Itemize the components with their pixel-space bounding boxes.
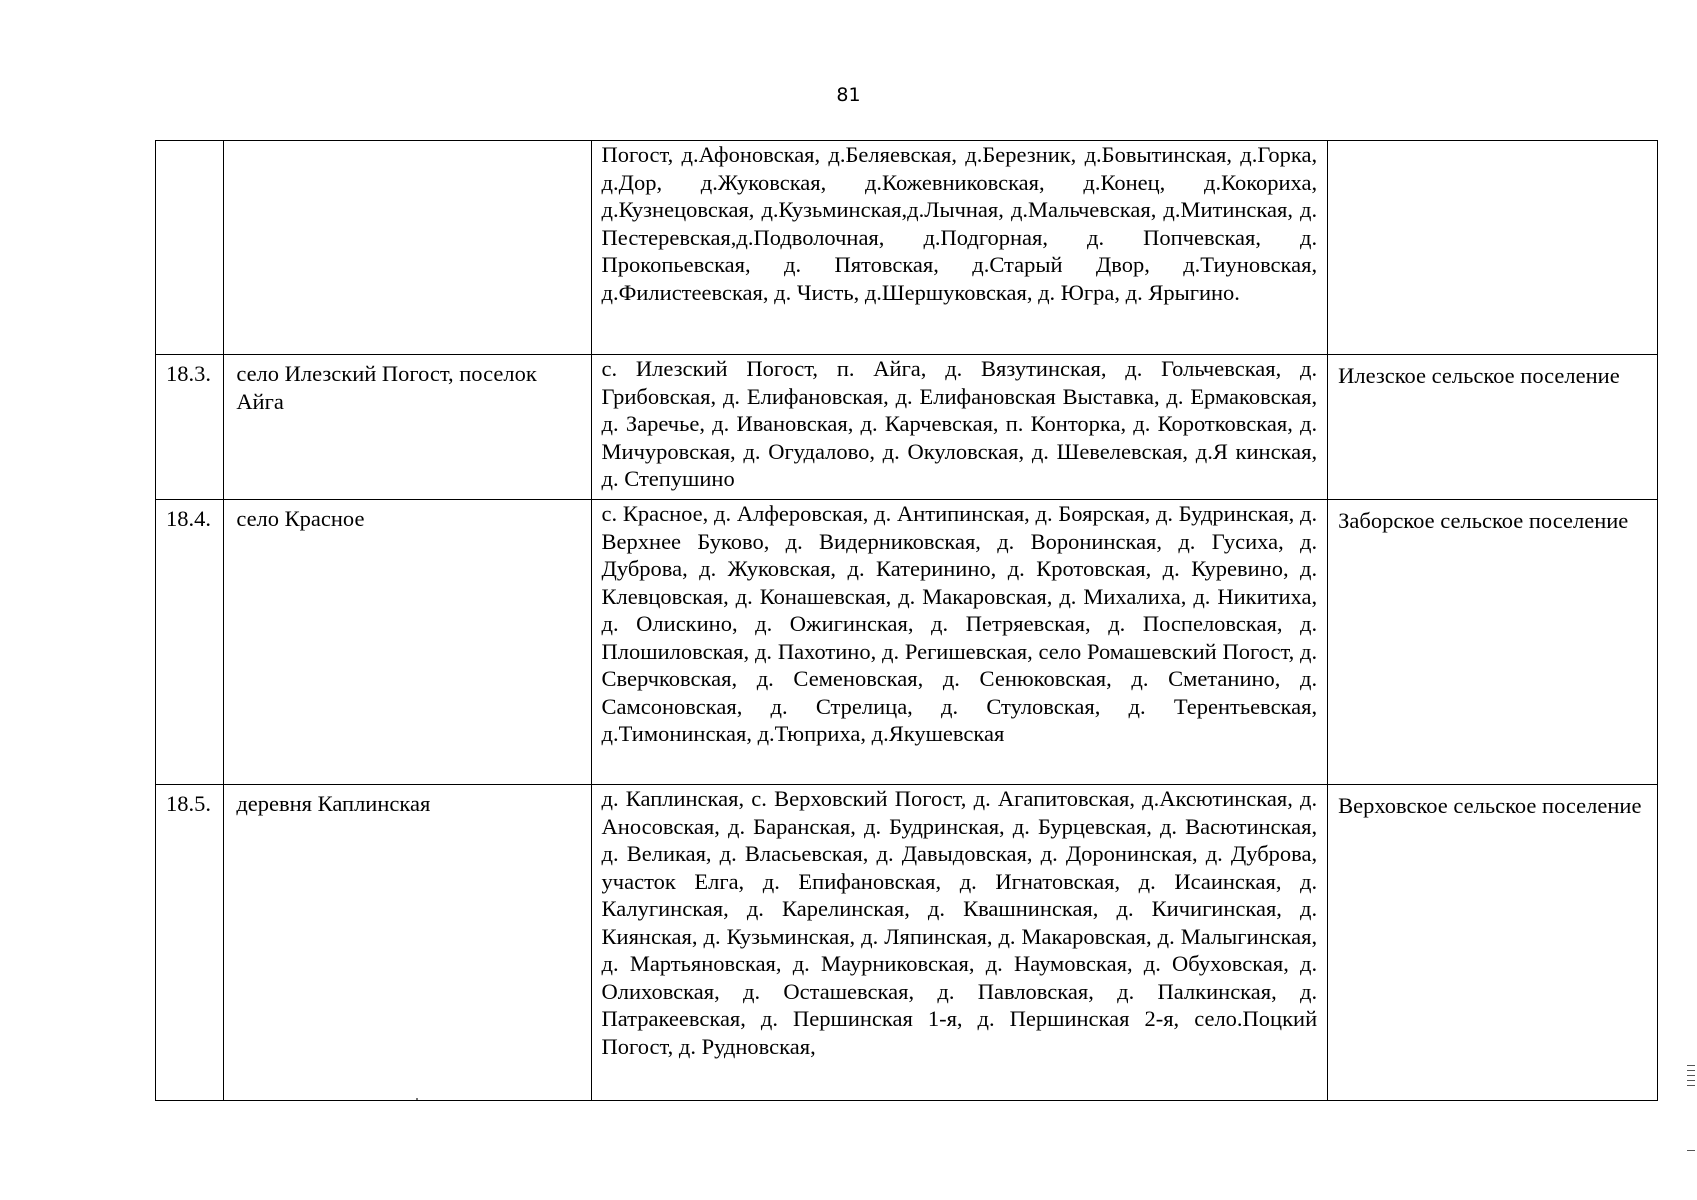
scan-edge-mark <box>1687 1070 1695 1071</box>
municipality-cell: Заборское сельское поселение <box>1328 500 1658 785</box>
table-row <box>156 500 1658 785</box>
municipality-cell: Илезское сельское поселение <box>1328 355 1658 500</box>
localities-list-cell: Погост, д.Афоновская, д.Беляевская, д.Березник, д.Бовытинская, д.Горка, д.Дор, д.Жуковская, д.Кожевниковская, д.Конец, д.Кокориха, д.Кузнецовская, д.Кузьминская,д.Лычная, д.Мальчевская, д.Митинская, д. Пестеревская,д.Подволочная, д.Подгорная, д. Попчевская, д. Прокопьевская, д. Пятовская, д.Старый Двор, д.Тиуновская, д.Филистеевская, д. Чисть, д.Шершуковская, д. Югра, д. Ярыгино. <box>591 141 1328 355</box>
municipality-cell: Верховское сельское поселение <box>1328 785 1658 1101</box>
table-row <box>156 785 1658 1101</box>
table-row-continuation <box>156 141 1658 355</box>
scan-edge-mark <box>1687 1075 1695 1076</box>
settlement-name-cell: деревня Каплинская <box>224 785 591 1101</box>
settlement-name-cell <box>224 141 591 355</box>
localities-list-cell: с. Илезский Погост, п. Айга, д. Вязутинская, д. Гольчевская, д. Грибовская, д. Елифановская, д. Елифановская Выставка, д. Ермаковская, д. Заречье, д. Ивановская, д. Карчевская, п. Конторка, д. Коротковская, д. Мичуровская, д. Огудалово, д. Окуловская, д. Шевелевская, д.Я кинская, д. Степушино <box>591 355 1328 500</box>
row-number-cell: 18.4. <box>156 500 224 785</box>
settlements-table <box>155 140 1658 1101</box>
localities-list-cell: с. Красное, д. Алферовская, д. Антипинская, д. Боярская, д. Будринская, д. Верхнее Буково, д. Видерниковская, д. Воронинская, д. Гусиха, д. Дуброва, д. Жуковская, д. Катеринино, д. Кротовская, д. Куревино, д. Клевцовская, д. Конашевская, д. Макаровская, д. Михалиха, д. Никитиха, д. Олискино, д. Ожигинская, д. Петряевская, д. Поспеловская, д. Плошиловская, д. Пахотино, д. Регишевская, село Ромашевский Погост, д. Сверчковская, д. Семеновская, д. Сенюковская, д. Сметанино, д. Самсоновская, д. Стрелица, д. Стуловская, д. Терентьевская, д.Тимонинская, д.Тюприха, д.Якушевская <box>591 500 1328 785</box>
scan-edge-mark <box>1687 1080 1695 1081</box>
page-number: 81 <box>836 84 861 106</box>
settlement-name-cell: село Красное <box>224 500 591 785</box>
row-number-cell: 18.5. <box>156 785 224 1101</box>
scan-speck <box>416 1098 418 1100</box>
row-number-cell: 18.3. <box>156 355 224 500</box>
localities-list-cell: д. Каплинская, с. Верховский Погост, д. Агапитовская, д.Аксютинская, д. Аносовская, д. Баранская, д. Будринская, д. Бурцевская, д. Васютинская, д. Великая, д. Власьевская, д. Давыдовская, д. Доронинская, д. Дуброва, участок Елга, д. Епифановская, д. Игнатовская, д. Исаинская, д. Калугинская, д. Карелинская, д. Квашнинская, д. Кичигинская, д. Киянская, д. Кузьминская, д. Ляпинская, д. Макаровская, д. Малыгинская, д. Мартьяновская, д. Маурниковская, д. Наумовская, д. Обуховская, д. Олиховская, д. Осташевская, д. Павловская, д. Палкинская, д. Патракеевская, д. Першинская 1-я, д. Першинская 2-я, село.Поцкий Погост, д. Рудновская, <box>591 785 1328 1101</box>
scan-edge-mark <box>1687 1150 1695 1151</box>
scan-edge-mark <box>1687 1085 1695 1086</box>
row-number-cell <box>156 141 224 355</box>
table-row <box>156 355 1658 500</box>
settlement-name-cell: село Илезский Погост, поселок Айга <box>224 355 591 500</box>
scan-edge-mark <box>1687 1065 1695 1066</box>
municipality-cell <box>1328 141 1658 355</box>
